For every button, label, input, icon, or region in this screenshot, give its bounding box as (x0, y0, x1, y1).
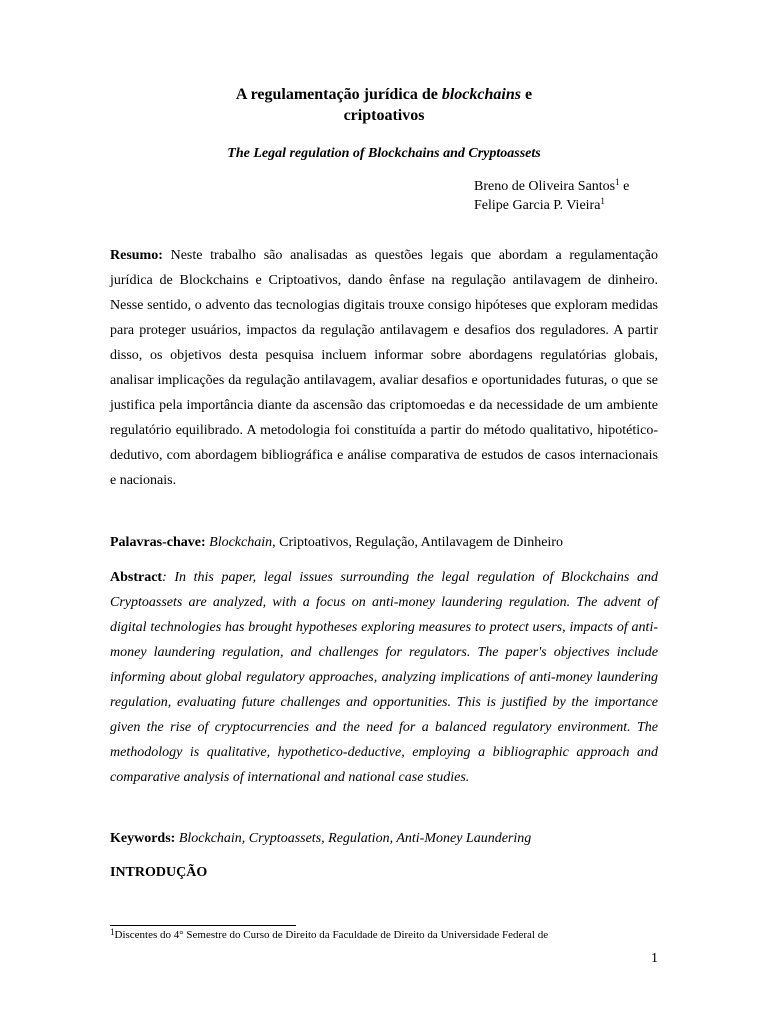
title-second-line: criptoativos (343, 107, 425, 124)
footnote-number: 1 (110, 927, 115, 937)
resumo-text: Neste trabalho são analisadas as questões legais que abordam a regulamentação jurídica de Blockchains e Criptoativos, dando ênfase na regulação antilavagem de dinheiro. Nesse sentido, o advento das tecnologias digitais trouxe consigo hipóteses que exploram medidas para proteger usuários, impactos da regulação antilavagem e desafios dos reguladores. A partir disso, os objetivos desta pesquisa incluem informar sobre abordagens regulatórias globais, analisar implicações da regulação antilavagem, avaliar desafios e oportunidades futuras, o que se justifica pela importância diante da ascensão das criptomoedas e da necessidade de um ambiente regulatório equilibrado. A metodologia foi constituída a partir do método qualitativo, hipotético-dedutivo, com abordagem bibliográfica e análise comparativa de estudos de casos internacionais e nacionais. (110, 248, 659, 488)
title-text: A regulamentação jurídica de (235, 86, 442, 103)
author-line (474, 196, 629, 215)
author-separator: e (619, 179, 630, 194)
title-text-end: e (520, 86, 533, 103)
keywords-terms: Blockchain, Cryptoassets, Regulation, Anti-Money Laundering (178, 831, 532, 846)
page-number: 1 (651, 951, 658, 966)
abstract-paragraph (110, 565, 658, 790)
footnote-marker: 1 (600, 196, 605, 206)
author-name: Felipe Garcia P. Vieira (474, 198, 601, 213)
resumo-paragraph (110, 243, 658, 493)
footnote-marker: 1 (615, 177, 620, 187)
footnote (110, 927, 548, 943)
keywords-label: Keywords: (110, 831, 176, 846)
title-italic-term: blockchains (441, 86, 521, 103)
abstract-label: Abstract (110, 570, 163, 585)
palavras-chave-terms: , Criptoativos, Regulação, Antilavagem de Dinheiro (272, 535, 563, 550)
palavras-chave-label: Palavras-chave: (110, 535, 206, 550)
section-heading-introducao: INTRODUÇÃO (110, 865, 208, 880)
author-line (474, 177, 629, 196)
resumo-label: Resumo: (110, 248, 163, 263)
author-block (474, 177, 629, 215)
paper-title (150, 84, 618, 126)
abstract-text: : In this paper, legal issues surrounding the legal regulation of Blockchains and Cryptoassets are analyzed, with a focus on anti-money laundering regulation. The advent of digital technologies has brought hypotheses exploring measures to protect users, impacts of anti-money laundering regulation, and challenges for regulators. The paper's objectives include informing about global regulatory approaches, analyzing implications of anti-money laundering regulation, evaluating future challenges and opportunities. This is justified by the importance given the rise of cryptocurrencies and the need for a balanced regulatory environment. The methodology is qualitative, hypothetico-deductive, employing a bibliographic approach and comparative analysis of international and national case studies. (110, 570, 658, 785)
palavras-chave-first-term: Blockchain (209, 535, 273, 550)
author-name: Breno de Oliveira Santos (474, 179, 616, 194)
paper-subtitle: The Legal regulation of Blockchains and Cryptoassets (227, 146, 541, 161)
footnote-text: Discentes do 4° Semestre do Curso de Direito da Faculdade de Direito da Universidade Federal de (114, 929, 549, 941)
footnote-divider (110, 925, 296, 926)
palavras-chave-paragraph (110, 530, 658, 555)
keywords-paragraph (110, 826, 658, 851)
